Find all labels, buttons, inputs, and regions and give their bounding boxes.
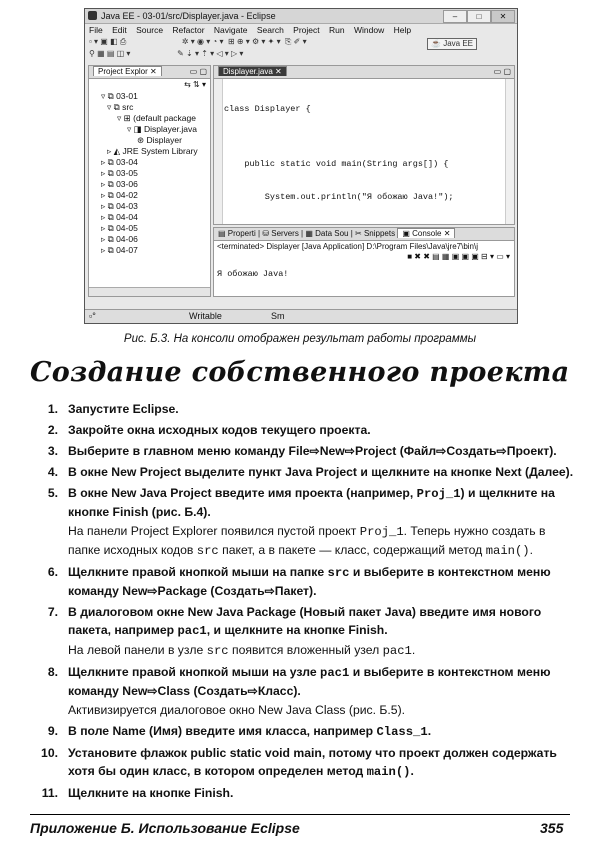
step-text: В диалоговом окне — [68, 605, 188, 619]
editor-pane — [213, 65, 515, 225]
step-number: 2. — [47, 423, 58, 437]
step-number: 1. — [47, 402, 58, 416]
step-text: . — [410, 764, 414, 778]
editor-tab-label: Displayer.java — [223, 67, 273, 76]
step-number: 3. — [47, 444, 58, 458]
note-text: . — [529, 543, 533, 557]
tree-item[interactable]: ▿ ◨ Displayer.java — [127, 124, 197, 134]
step-text: Закройте окна исходных кодов текущего проекта. — [68, 423, 371, 437]
ui-term: Next — [495, 465, 522, 479]
tree-label: 03-05 — [116, 168, 138, 178]
tab-displayer-java[interactable]: Displayer.java ✕ — [218, 66, 287, 76]
menu-path: New⇨Class — [122, 684, 191, 698]
step-note — [68, 701, 580, 719]
step-number: 9. — [47, 724, 58, 738]
list-item — [34, 421, 580, 439]
running-footer: Приложение Б. Использование Eclipse — [30, 820, 300, 836]
code-term: src — [196, 544, 219, 558]
step-note — [68, 641, 580, 660]
note-text: На панели — [68, 524, 131, 538]
tree-label: 04-05 — [116, 223, 138, 233]
tree-label: src — [122, 102, 134, 112]
toolbar-icons[interactable]: ▫ ▾ ▣ ◧ ⎙ ✲ ▾ ◉ ▾ ◔ ▾ ⊞ ⊕ ▾ ⚙ ▾ ✦ ▾ ⎘ ✐ ▾ — [89, 37, 307, 46]
tab-console[interactable]: ▣ Console ✕ — [397, 228, 455, 238]
tree-item[interactable]: ▹ ⧉ 04-05 — [101, 223, 138, 233]
step-number: 5. — [47, 486, 58, 500]
step-number: 6. — [47, 565, 58, 579]
tree-label: Displayer.java — [144, 124, 197, 134]
maximize-button[interactable]: □ — [467, 10, 491, 23]
tree-label: 04-06 — [116, 234, 138, 244]
tree-item[interactable]: ▹ ⧉ 03-06 — [101, 179, 138, 189]
toolbar-row-2 — [85, 48, 517, 60]
code-term: src — [206, 644, 229, 658]
toolbar-row-1 — [85, 36, 517, 48]
tree-label: 04-07 — [116, 245, 138, 255]
step-text: Установите флажок — [68, 746, 191, 760]
tab-project-explorer[interactable]: Project Explor ✕ — [93, 66, 162, 76]
ui-term: Finish — [112, 505, 149, 519]
menu-path: New⇨Package — [122, 584, 208, 598]
status-writable: Writable — [189, 311, 222, 321]
code-term: Proj_1 — [359, 525, 404, 539]
menu-help[interactable]: Help — [393, 25, 412, 35]
menu-window[interactable]: Window — [353, 25, 385, 35]
step-text: (рис. Б.4). — [148, 505, 211, 519]
footer-rule — [30, 814, 570, 815]
tab-servers[interactable]: ⛁ Servers — [262, 229, 299, 238]
note-text: появится вложенный узел — [228, 643, 383, 657]
step-text: выделите пункт — [181, 465, 286, 479]
step-text: и выберите в контекстном меню команду — [68, 565, 551, 598]
ui-term: public static void main — [190, 746, 322, 760]
list-item — [34, 603, 580, 660]
minmax-icon[interactable]: ▭ ▢ — [189, 67, 207, 76]
step-text: Запустите Eclipse. — [68, 402, 179, 416]
list-item — [34, 722, 580, 741]
step-number: 4. — [47, 465, 58, 479]
tab-label: Console — [412, 229, 442, 238]
ui-term: Java Project — [285, 465, 357, 479]
tab-label: Data Sou — [315, 229, 349, 238]
tab-properties[interactable]: ▤ Properti — [218, 229, 256, 238]
code-line: class Displayer { — [224, 104, 311, 114]
ui-term: New Project — [111, 465, 182, 479]
list-item — [34, 563, 580, 600]
tree-label: 04-03 — [116, 201, 138, 211]
tree-item[interactable]: ⊛ Displayer — [137, 135, 182, 145]
menu-path: File⇨New⇨Project — [288, 444, 397, 458]
list-item — [34, 663, 580, 719]
code-line: System.out.println("Я обожаю Java!"); — [224, 192, 454, 202]
step-text: , потому что проект должен содержать хотя бы один класс, в котором определен метод — [68, 746, 557, 778]
step-text: введите имя проекта (например, — [211, 486, 417, 500]
tree-label: Displayer — [146, 135, 182, 145]
explorer-toolbar[interactable]: ⇆ ⇅ ▾ — [184, 80, 206, 89]
note-text: Активизируется диалоговое окно — [68, 703, 259, 717]
step-text: (Файл⇨Создать⇨Проект). — [396, 444, 557, 458]
ui-term: Finish — [194, 786, 230, 800]
code-term: Proj_1 — [416, 487, 461, 501]
ui-term: Name — [112, 724, 146, 738]
step-number: 11. — [41, 786, 58, 800]
ui-term: New Java Class — [258, 703, 346, 717]
minmax-icon[interactable]: ▭ ▢ — [493, 67, 511, 76]
section-heading: Создание собственного проекта — [30, 357, 570, 388]
step-text: (Имя) введите имя класса, например — [145, 724, 377, 738]
ui-term: New Java Package — [187, 605, 297, 619]
project-explorer-pane — [88, 65, 211, 297]
step-text: (Создать⇨Класс). — [190, 684, 301, 698]
code-term: pac1 — [382, 644, 412, 658]
tab-label: Properti — [227, 229, 256, 238]
code-line: public static void main(String args[]) { — [224, 159, 449, 169]
note-text: появился пустой проект — [217, 524, 360, 538]
code-term: pac1 — [177, 624, 207, 638]
tree-item[interactable]: ▿ ⧉ src — [107, 102, 134, 112]
tree-item[interactable]: ▹ ⧉ 04-06 — [101, 234, 138, 244]
step-text: . — [229, 786, 234, 800]
project-tree — [89, 91, 210, 256]
console-header: <terminated> Displayer [Java Application] D:\Program Files\Java\jre7\bin\j — [217, 242, 479, 251]
step-text: (Новый пакет Java) введите имя нового пакета, например — [68, 605, 542, 637]
code-term: main() — [485, 544, 530, 558]
code-term: main() — [366, 765, 411, 779]
figure-caption: Рис. Б.3. На консоли отображен результат работы программы — [123, 333, 477, 345]
code-term: src — [327, 566, 350, 580]
perspective-label: Java EE — [443, 39, 473, 48]
ui-term: New Java Project — [111, 486, 212, 500]
console-toolbar[interactable]: ■ ✖ ✖ ▤ ▦ ▣ ▣ ▣ ⊟ ▾ ▭ ▾ — [407, 252, 510, 261]
note-text: На левой панели в узле — [68, 643, 207, 657]
tree-item[interactable]: ▹ ◭ JRE System Library — [107, 146, 198, 156]
vertical-scrollbar[interactable] — [505, 79, 514, 224]
step-text: Щелкните на кнопке — [68, 786, 195, 800]
note-text: . — [411, 643, 416, 657]
menu-navigate[interactable]: Navigate — [213, 25, 248, 35]
page-number: 355 — [540, 820, 564, 836]
console-pane — [213, 227, 515, 297]
menu-run[interactable]: Run — [329, 25, 345, 35]
tree-label: 04-04 — [116, 212, 138, 222]
tree-label: 03-06 — [116, 179, 138, 189]
close-button[interactable]: ✕ — [491, 10, 515, 23]
step-number: 7. — [47, 605, 58, 619]
menu-search[interactable]: Search — [256, 25, 284, 35]
code-editor[interactable] — [214, 79, 514, 225]
step-text: и щелкните на кнопке — [356, 465, 496, 479]
step-text: ) и щелкните на кнопке — [68, 486, 555, 519]
step-text: (Далее). — [521, 465, 574, 479]
tree-item[interactable]: ▹ ⧉ 04-03 — [101, 201, 138, 211]
eclipse-app-icon — [88, 11, 97, 20]
tree-label: (default package — [133, 113, 196, 123]
editor-gutter — [214, 79, 223, 225]
menu-project[interactable]: Project — [293, 25, 320, 35]
minimize-button[interactable]: – — [443, 10, 467, 23]
step-text: Выберите в главном меню команду — [68, 444, 289, 458]
tree-item[interactable]: ▹ ⧉ 03-04 — [101, 157, 138, 167]
step-text: , и щелкните на кнопке — [206, 623, 349, 637]
tree-item[interactable]: ▹ ⧉ 04-04 — [101, 212, 138, 222]
list-item — [34, 484, 580, 560]
step-text: . — [427, 724, 432, 738]
perspective-java-ee[interactable]: ☕ Java EE — [427, 38, 477, 50]
step-text: (Создать⇨Пакет). — [207, 584, 317, 598]
code-term: Class_1 — [376, 725, 428, 739]
code-term: pac1 — [320, 666, 350, 680]
list-item — [34, 744, 580, 781]
tree-item[interactable]: ▹ ⧉ 04-02 — [101, 190, 138, 200]
step-text: и выберите в контекстном меню команду — [68, 665, 551, 698]
status-bar — [85, 309, 517, 323]
list-item — [34, 400, 580, 418]
tab-data-source[interactable]: ▦ Data Sou — [305, 229, 349, 238]
list-item — [34, 442, 580, 460]
tree-item[interactable]: ▹ ⧉ 03-05 — [101, 168, 138, 178]
tree-label: JRE System Library — [122, 146, 198, 156]
console-output: Я обожаю Java! — [217, 269, 289, 279]
step-text: Щелкните правой кнопкой мыши на папке — [68, 565, 328, 579]
bottom-tab-header: ▤ Properti | ⛁ Servers | ▦ Data Sou | ✂ Snippets ▣ Console ✕ — [214, 228, 514, 241]
menu-refactor[interactable]: Refactor — [172, 25, 205, 35]
project-explorer-label: Project Explor — [98, 67, 148, 76]
steps-list — [34, 400, 580, 802]
window-title: Java EE - 03-01/src/Displayer.java - Eclipse — [101, 11, 276, 21]
tab-label: Servers — [271, 229, 299, 238]
step-number: 8. — [47, 665, 58, 679]
step-text: В окне — [68, 465, 112, 479]
note-text: пакет, а в пакете — класс, содержащий метод — [218, 543, 486, 557]
menu-source[interactable]: Source — [136, 25, 164, 35]
tree-item[interactable]: ▿ ⊞ (default package — [117, 113, 196, 123]
status-icon: ▫° — [89, 311, 96, 321]
horizontal-scrollbar[interactable] — [89, 287, 210, 296]
menu-file[interactable]: File — [89, 25, 103, 35]
step-text: Щелкните правой кнопкой мыши на узле — [68, 665, 321, 679]
tree-label: 04-02 — [116, 190, 138, 200]
tree-label: 03-04 — [116, 157, 138, 167]
list-item — [34, 463, 580, 481]
ui-term: Project Explorer — [130, 524, 218, 538]
menu-bar — [85, 24, 517, 36]
tree-item[interactable]: ▿ ⧉ 03-01 — [101, 91, 138, 101]
tab-snippets[interactable]: ✂ Snippets — [355, 229, 396, 238]
note-text: (рис. Б.5). — [345, 703, 406, 717]
step-number: 10. — [41, 746, 58, 760]
tree-label: 03-01 — [116, 91, 138, 101]
eclipse-screenshot — [84, 8, 518, 324]
step-text: В поле — [68, 724, 113, 738]
ui-term: Finish — [348, 623, 385, 637]
status-insert-mode: Sm — [271, 311, 285, 321]
menu-edit[interactable]: Edit — [112, 25, 127, 35]
step-text: В окне — [68, 486, 112, 500]
toolbar-icons-2[interactable]: ⚲ ▦ ▤ ◫ ▾ ✎ ⇣ ▾ ⇡ ▾ ◁ ▾ ▷ ▾ — [89, 49, 244, 58]
tree-item[interactable]: ▹ ⧉ 04-07 — [101, 245, 138, 255]
step-note — [68, 522, 580, 560]
note-text: . Теперь нужно создать в папке исходных кодов — [68, 524, 546, 557]
step-text: . — [384, 623, 388, 637]
list-item — [34, 784, 580, 802]
editor-tab-header — [214, 66, 514, 79]
window-titlebar — [85, 9, 517, 24]
tab-label: Snippets — [363, 229, 396, 238]
project-explorer-tab-header — [89, 66, 210, 79]
